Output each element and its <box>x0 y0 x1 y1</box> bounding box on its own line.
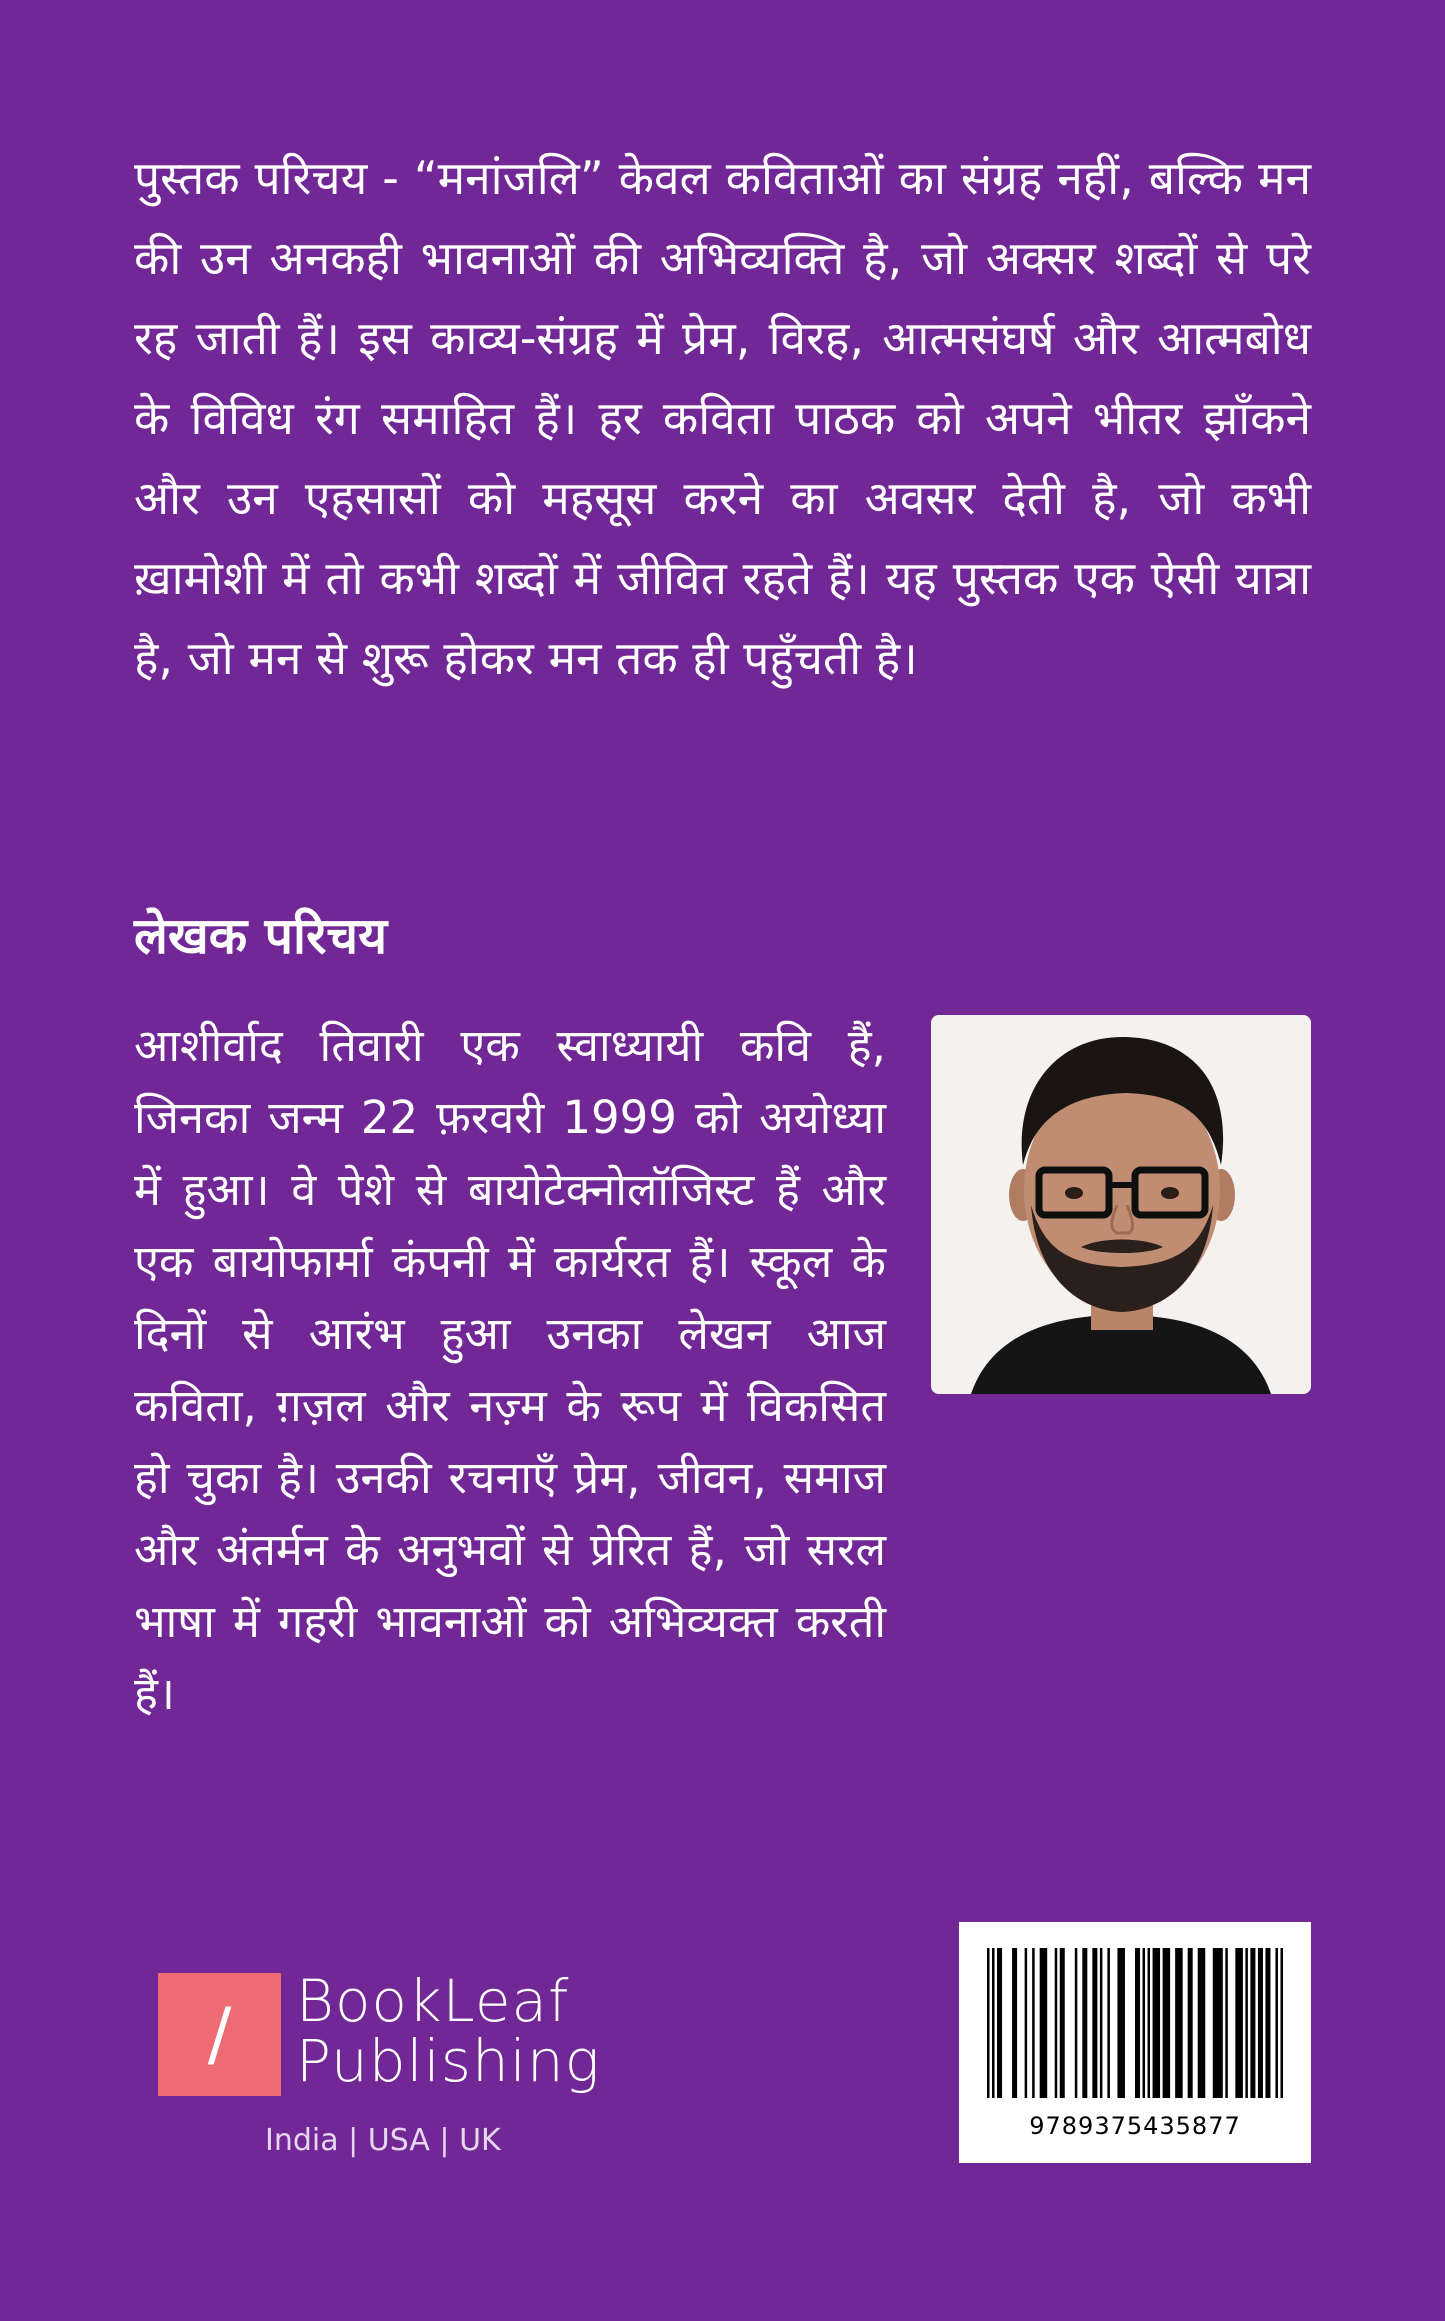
barcode-bar <box>1258 1948 1263 2098</box>
barcode-bar <box>1100 1948 1103 2098</box>
barcode-bar <box>1025 1948 1028 2098</box>
barcode-bar <box>1275 1948 1278 2098</box>
book-introduction: पुस्तक परिचय - “मनांजलि” केवल कविताओं का संग्रह नहीं, बल्कि मन की उन अनकही भावनाओं की अभिव्यक्ति है, जो अक्सर शब्दों से परे रह जाती हैं। इस काव्य-संग्रह में प्रेम, विरह, आत्मसंघर्ष और आत्मबोध के विविध रंग समाहित हैं। हर कविता पाठक को अपने भीतर झाँकने और उन एहसासों को महसूस करने का अवसर देती है, जो कभी ख़ामोशी में तो कभी शब्दों में जीवित रहते हैं। यह पुस्तक एक ऐसी यात्रा है, जो मन से शुरू होकर मन तक ही पहुँचती है। <box>134 151 1311 685</box>
barcode-bar <box>1280 1948 1283 2098</box>
barcode-bar <box>1012 1948 1017 2098</box>
barcode-bar <box>1135 1948 1140 2098</box>
barcode-bar <box>1198 1948 1206 2098</box>
publisher-name-line2: Publishing <box>296 2027 601 2095</box>
barcode-bar <box>1107 1948 1110 2098</box>
barcode-bar <box>1163 1948 1171 2098</box>
barcode-bar <box>1265 1948 1270 2098</box>
barcode-bar <box>1040 1948 1048 2098</box>
barcode-bar <box>1117 1948 1125 2098</box>
barcode-bar <box>1225 1948 1228 2098</box>
barcode-bar <box>1175 1948 1183 2098</box>
barcode-bar <box>1143 1948 1146 2098</box>
barcode-bar <box>1032 1948 1035 2098</box>
barcode-bar <box>1188 1948 1193 2098</box>
barcode-bar <box>1055 1948 1058 2098</box>
author-photo <box>931 1015 1311 1394</box>
isbn-number: 9789375435877 <box>1029 2112 1241 2140</box>
author-section-heading: लेखक परिचय <box>134 907 388 965</box>
barcode-bar <box>1075 1948 1078 2098</box>
barcode-bar <box>1235 1948 1243 2098</box>
author-biography: आशीर्वाद तिवारी एक स्वाध्यायी कवि हैं, जिनका जन्म 22 फ़रवरी 1999 को अयोध्या में हुआ। वे पेशे से बायोटेक्नोलॉजिस्ट हैं और एक बायोफार्मा कंपनी में कार्यरत हैं। स्कूल के दिनों से आरंभ हुआ उनका लेखन आज कविता, ग़ज़ल और नज़्म के रूप में विकसित हो चुका है। उनकी रचनाएँ प्रेम, जीवन, समाज और अंतर्मन के अनुभवों से प्रेरित हैं, जो सरल भाषा में गहरी भावनाओं को अभिव्यक्त करती हैं। <box>134 1019 886 1720</box>
publisher-name-line1: BookLeaf <box>296 1967 570 2035</box>
barcode-bar <box>1245 1948 1248 2098</box>
barcode-bars <box>987 1948 1283 2098</box>
barcode-bar <box>1250 1948 1255 2098</box>
barcode-bar <box>1092 1948 1097 2098</box>
publisher-logo <box>158 1967 618 2163</box>
publisher-logo-mark <box>158 1973 281 2096</box>
isbn-barcode <box>959 1922 1311 2163</box>
barcode-bar <box>1153 1948 1161 2098</box>
publisher-regions: India | USA | UK <box>265 2123 501 2158</box>
barcode-bar <box>992 1948 995 2098</box>
barcode-bar <box>1082 1948 1087 2098</box>
barcode-bar <box>1148 1948 1151 2098</box>
barcode-bar <box>997 1948 1002 2098</box>
publisher-logo-slash: / <box>207 1993 232 2075</box>
barcode-bar <box>987 1948 990 2098</box>
barcode-bar <box>1213 1948 1223 2098</box>
barcode-bar <box>1060 1948 1065 2098</box>
author-portrait-image <box>931 1015 1311 1394</box>
